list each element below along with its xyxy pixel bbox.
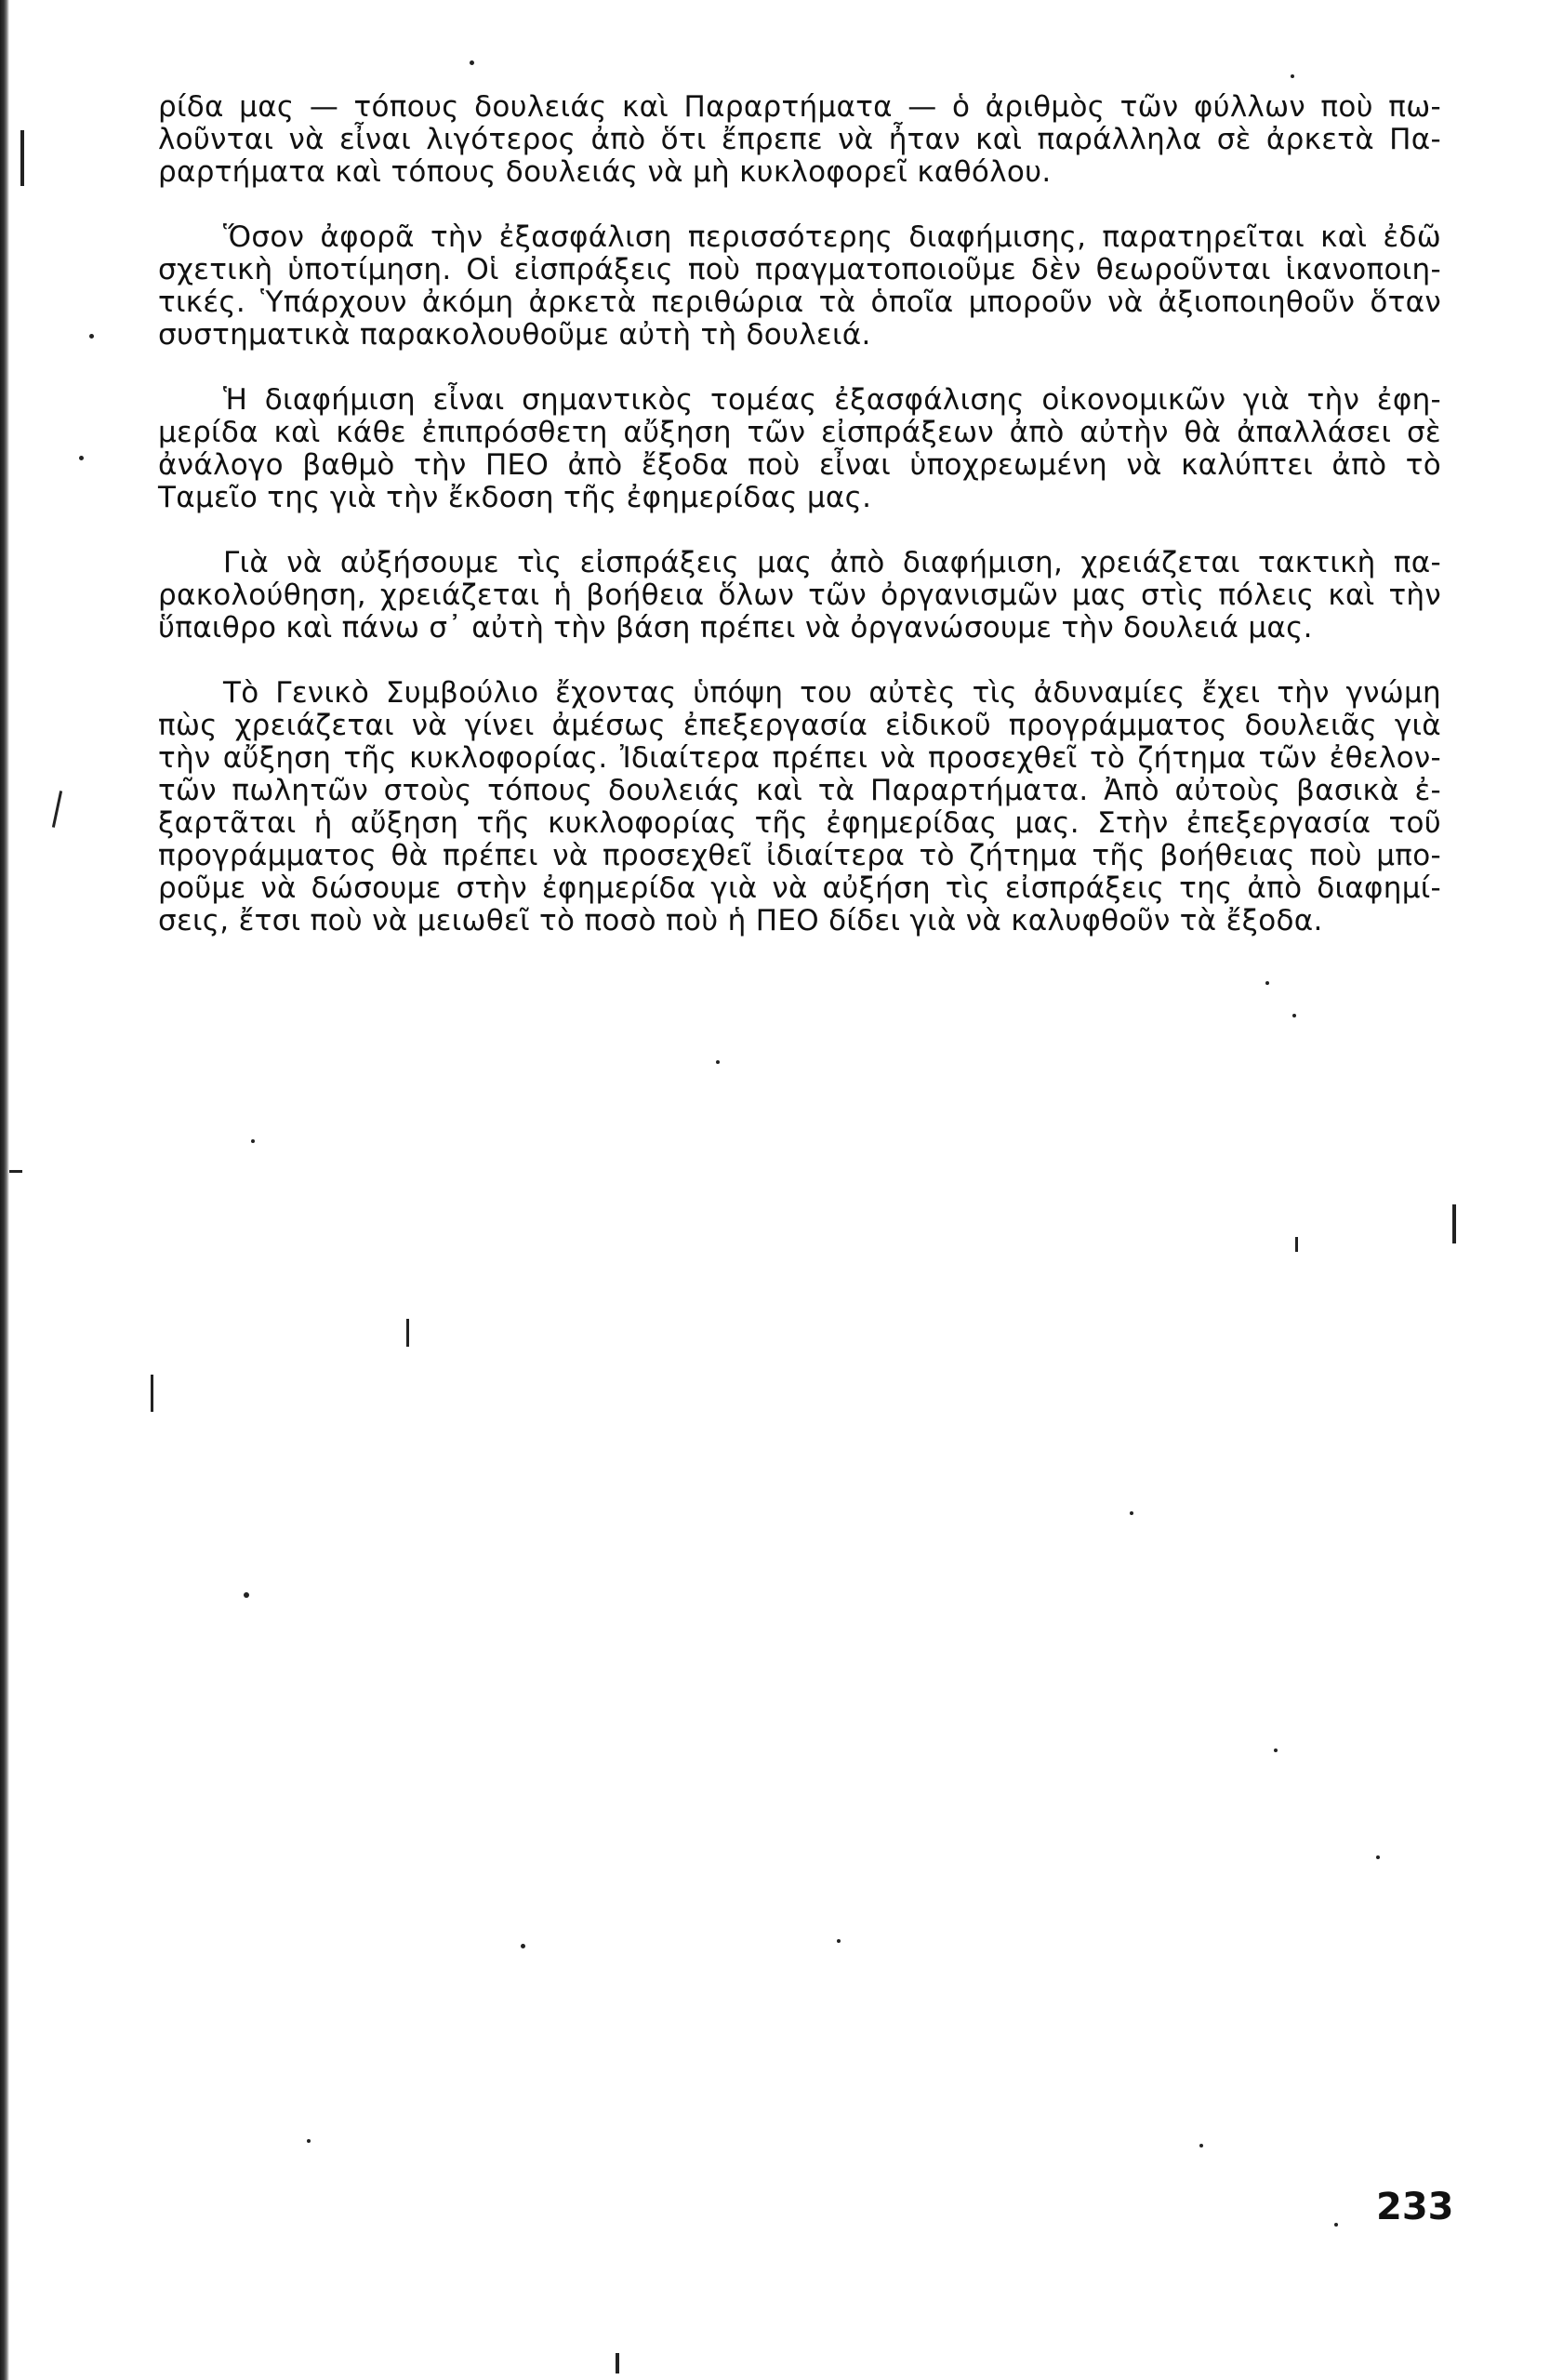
scan-artifact-speck [1130, 1511, 1133, 1515]
text-line: συστηματικὰ παρακολουθοῦμε αὐτὴ τὴ δουλειά. [158, 318, 871, 352]
paragraph-3 [158, 384, 1441, 514]
scan-artifact-mark [9, 1170, 22, 1173]
text-line: τικές. Ὑπάρχουν ἀκόμη ἀρκετὰ περιθώρια τὰ ὁποῖα μποροῦν νὰ ἀξιοποιηθοῦν ὅταν [158, 286, 1441, 319]
paragraph-5 [158, 677, 1441, 937]
scan-artifact-mark [616, 2353, 619, 2373]
text-line: μερίδα καὶ κάθε ἐπιπρόσθετη αὔξηση τῶν εἰσπράξεων ἀπὸ αὐτὴν θὰ ἀπαλλάσει σὲ [158, 416, 1441, 449]
scan-artifact-speck [251, 1139, 255, 1143]
text-line: Ταμεῖο της γιὰ τὴν ἔκδοση τῆς ἐφημερίδας μας. [158, 481, 872, 514]
scan-artifact-mark [1452, 1204, 1456, 1243]
text-line: σεις, ἔτσι ποὺ νὰ μειωθεῖ τὸ ποσὸ ποὺ ἡ ΠΕΟ δίδει γιὰ νὰ καλυφθοῦν τὰ ἔξοδα. [158, 904, 1323, 937]
scan-artifact-speck [1376, 1855, 1380, 1859]
text-line: ὕπαιθρο καὶ πάνω σ᾽ αὐτὴ τὴν βάση πρέπει νὰ ὀργανώσουμε τὴν δουλειά μας. [158, 611, 1313, 645]
scan-artifact-speck [1199, 2144, 1203, 2147]
text-line: Ἡ διαφήμιση εἶναι σημαντικὸς τομέας ἐξασφάλισης οἰκονομικῶν γιὰ τὴν ἐφη- [223, 383, 1441, 417]
text-line: σχετικὴ ὑποτίμηση. Οἱ εἰσπράξεις ποὺ πραγματοποιοῦμε δὲν θεωροῦνται ἱκανοποιη- [158, 253, 1441, 286]
text-line: ρίδα μας — τόπους δουλειάς καὶ Παραρτήματα — ὁ ἀριθμὸς τῶν φύλλων ποὺ πω- [158, 90, 1441, 124]
scan-artifact-speck [79, 456, 84, 460]
text-line: ροῦμε νὰ δώσουμε στὴν ἐφημερίδα γιὰ νὰ αὐξήση τὶς εἰσπράξεις της ἀπὸ διαφημί- [158, 871, 1441, 905]
scan-artifact-speck [1274, 1748, 1278, 1752]
scan-artifact-mark [1295, 1237, 1298, 1252]
scan-artifact-mark [52, 791, 62, 828]
paragraph-4 [158, 547, 1441, 645]
paragraph-1 [158, 91, 1441, 189]
text-line: πὼς χρειάζεται νὰ γίνει ἀμέσως ἐπεξεργασία εἰδικοῦ προγράμματος δουλειᾶς γιὰ [158, 709, 1441, 742]
scan-artifact-speck [89, 334, 94, 339]
text-line: ἀνάλογο βαθμὸ τὴν ΠΕΟ ἀπὸ ἔξοδα ποὺ εἶναι ὑποχρεωμένη νὰ καλύπτει ἀπὸ τὸ [158, 448, 1441, 482]
scan-artifact-mark [20, 130, 24, 186]
text-line: τὴν αὔξηση τῆς κυκλοφορίας. Ἰδιαίτερα πρέπει νὰ προσεχθεῖ τὸ ζήτημα τῶν ἐθελον- [158, 741, 1441, 775]
text-line: ξαρτᾶται ἡ αὔξηση τῆς κυκλοφορίας τῆς ἐφημερίδας μας. Στὴν ἐπεξεργασία τοῦ [158, 806, 1441, 840]
scan-artifact-speck [837, 1939, 841, 1943]
text-line: προγράμματος θὰ πρέπει νὰ προσεχθεῖ ἰδιαίτερα τὸ ζήτημα τῆς βοήθειας ποὺ μπο- [158, 839, 1441, 872]
text-line: λοῦνται νὰ εἶναι λιγότερος ἀπὸ ὅτι ἔπρεπε νὰ ἦταν καὶ παράλληλα σὲ ἀρκετὰ Πα- [158, 123, 1441, 156]
text-line: Ὅσον ἀφορᾶ τὴν ἐξασφάλιση περισσότερης διαφήμισης, παρατηρεῖται καὶ ἐδῶ [223, 220, 1441, 254]
scan-artifact-speck [521, 1944, 525, 1948]
scan-artifact-mark [151, 1375, 153, 1412]
scan-artifact-speck [244, 1592, 249, 1598]
scan-edge-shadow [0, 0, 9, 2380]
scan-artifact-speck [1265, 981, 1269, 985]
text-line: Γιὰ νὰ αὐξήσουμε τὶς εἰσπράξεις μας ἀπὸ διαφήμιση, χρειάζεται τακτικὴ πα- [223, 546, 1441, 579]
scan-artifact-speck [1291, 74, 1294, 78]
scan-artifact-speck [1334, 2223, 1338, 2227]
scan-artifact-speck [716, 1060, 720, 1064]
text-line: Τὸ Γενικὸ Συμβούλιο ἔχοντας ὑπόψη του αὐτὲς τὶς ἀδυναμίες ἔχει τὴν γνώμη [223, 676, 1441, 710]
text-line: ραρτήματα καὶ τόπους δουλειάς νὰ μὴ κυκλοφορεῖ καθόλου. [158, 155, 1052, 189]
body-text [158, 91, 1441, 970]
scan-artifact-speck [307, 2139, 311, 2143]
scan-artifact-mark [406, 1319, 409, 1347]
page-number: 233 [1376, 2186, 1454, 2228]
paragraph-2 [158, 221, 1441, 352]
scan-artifact-speck [470, 60, 474, 65]
text-line: τῶν πωλητῶν στοὺς τόπους δουλειάς καὶ τὰ Παραρτήματα. Ἀπὸ αὐτοὺς βασικὰ ἐ- [158, 774, 1441, 807]
text-line: ρακολούθηση, χρειάζεται ἡ βοήθεια ὅλων τῶν ὀργανισμῶν μας στὶς πόλεις καὶ τὴν [158, 578, 1441, 612]
scan-artifact-speck [1292, 1014, 1296, 1017]
